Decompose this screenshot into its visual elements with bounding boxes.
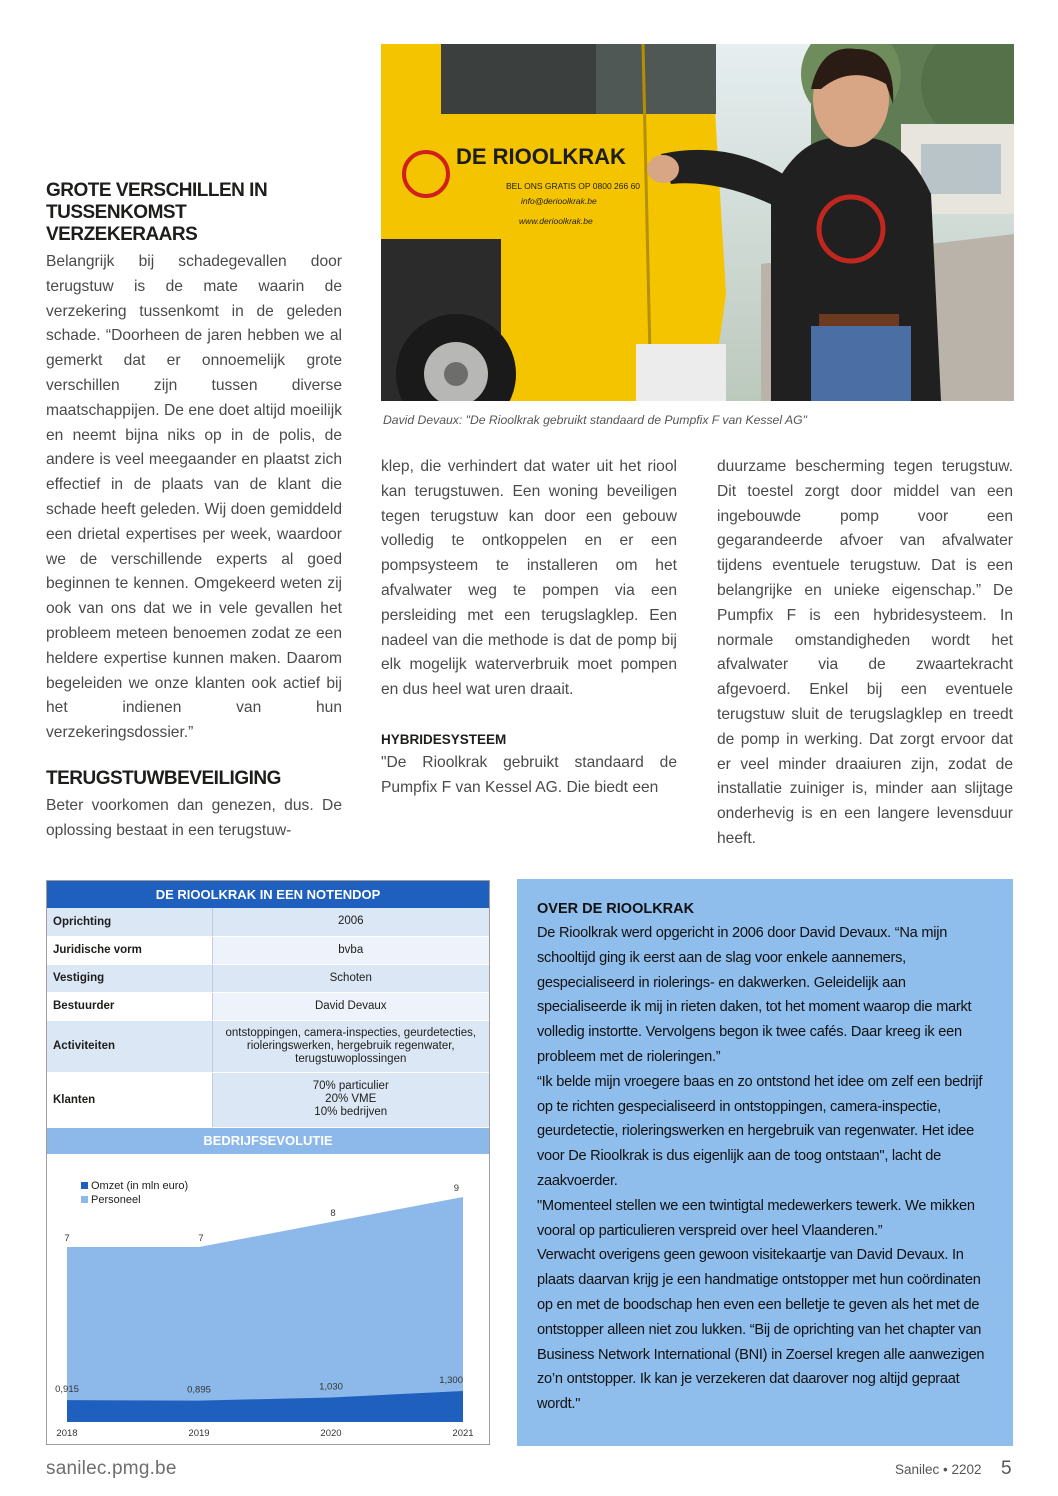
value-line: terugstuwoplossingen <box>295 1052 407 1065</box>
x-tick-label: 2020 <box>320 1428 342 1439</box>
about-paragraph: De Rioolkrak werd opgericht in 2006 door David Devaux. “Na mijn schooltijd ging ik eerst aan de slag voor enkele aannemers, gespecialiseerd in riolerings- en dakwerken. Geleidelijk aan specialiseerde ik mij in rieten daken, tot het moment waarop die markt volledig instortte. Vervolgens begon ik twee cafés. Daar kreeg ik een probleem met de rioleringen.” <box>537 925 972 1065</box>
footer-url[interactable]: sanilec.pmg.be <box>46 1458 177 1479</box>
data-label-personeel: 7 <box>198 1233 204 1244</box>
x-tick-label: 2018 <box>56 1428 78 1439</box>
row-label: Activiteiten <box>47 1020 212 1072</box>
truck-lettering: DE RIOOLKRAK <box>456 144 626 169</box>
about-box <box>517 879 1013 1446</box>
row-value <box>212 1072 489 1127</box>
factsheet-card <box>46 880 490 1445</box>
section-heading-backflow: TERUGSTUWBEVEILIGING <box>46 767 281 789</box>
truck-phone: BEL ONS GRATIS OP 0800 266 60 <box>506 181 641 191</box>
table-row <box>47 992 489 1020</box>
evolution-title: BEDRIJFSEVOLUTIE <box>47 1128 489 1154</box>
data-label-omzet: 1,300 <box>439 1375 463 1386</box>
value-line: 20% VME <box>325 1093 377 1105</box>
table-row <box>47 1072 489 1127</box>
series-area-personeel <box>67 1197 463 1422</box>
photo-illustration <box>381 44 1014 401</box>
row-value <box>212 1020 489 1072</box>
legend-label-personeel: Personeel <box>91 1194 141 1206</box>
row-value: 2006 <box>212 908 489 936</box>
subheading-hybrid: HYBRIDESYSTEEM <box>381 731 507 747</box>
row-label: Bestuurder <box>47 992 212 1020</box>
section-heading-insurers <box>46 180 342 246</box>
about-paragraph: “Ik belde mijn vroegere baas en zo ontstond het idee om zelf een bedrijf op te richten gespecialiseerd in ontstoppingen, camera-inspectie, geurdetectie, rioleringswerken en hergebruik van regenwater. Het idee voor De Rioolkrak is dus eigenlijk aan de toog ontstaan", lacht de zaakvoerder. <box>537 1073 983 1189</box>
value-line: 70% particulier <box>312 1080 389 1092</box>
x-tick-label: 2019 <box>188 1428 210 1439</box>
heading-line-2: TUSSENKOMST VERZEKERAARS <box>46 202 198 245</box>
paragraph-hybrid: duurzame bescherming tegen terugstuw. Dit toestel zorgt door middel van een ingebouwde pomp voor een gegarandeerde afvoer van afvalwater tijdens eventuele terugstuw. Dat is een belangrijke en unieke eigenschap.” De Pumpfix F is een hybridesysteem. In normale omstandigheden wordt het afvalwater via de zwaartekracht afgevoerd. Enkel bij een eventuele terugstuw sluit de terugslagklep en treedt de pomp in werking. Dat zorgt ervoor dat er veel minder draaiuren zijn, zodat de installatie zuiniger is, minder aan slijtage onderhevig is en een langere levensduur heeft. <box>717 458 1013 847</box>
table-row <box>47 964 489 992</box>
data-label-omzet: 0,915 <box>55 1384 79 1396</box>
factsheet-table <box>47 908 489 1128</box>
table-row <box>47 1020 489 1072</box>
row-label: Oprichting <box>47 908 212 936</box>
photo-truck-owner <box>381 44 1014 401</box>
truck-web: www.derioolkrak.be <box>519 216 593 226</box>
value-line: ontstoppingen, camera-inspecties, geurdetecties, <box>225 1026 477 1039</box>
photo-caption: David Devaux: "De Rioolkrak gebruikt standaard de Pumpfix F van Kessel AG" <box>383 413 807 427</box>
heading-line-1: GROTE VERSCHILLEN IN <box>46 180 268 201</box>
row-value: Schoten <box>212 964 489 992</box>
table-row <box>47 908 489 936</box>
data-label-omzet: 0,895 <box>187 1384 211 1396</box>
value-line: 10% bedrijven <box>314 1106 388 1118</box>
factsheet-title: DE RIOOLKRAK IN EEN NOTENDOP <box>47 881 489 908</box>
table-row <box>47 936 489 964</box>
row-label: Vestiging <box>47 964 212 992</box>
value-line: rioleringswerken, hergebruik regenwater, <box>246 1039 455 1052</box>
legend-swatch-omzet <box>81 1182 88 1189</box>
column-3 <box>717 455 1013 852</box>
data-label-omzet: 1,030 <box>319 1381 343 1393</box>
column-2 <box>381 455 677 801</box>
data-label-personeel: 9 <box>453 1183 459 1194</box>
page-number: 5 <box>1001 1458 1012 1479</box>
evolution-chart <box>47 1162 489 1444</box>
data-label-personeel: 7 <box>64 1233 70 1244</box>
paragraph-backflow: Beter voorkomen dan genezen, dus. De oplossing bestaat in een terugstuw- <box>46 796 342 839</box>
row-label: Juridische vorm <box>47 936 212 964</box>
data-label-personeel: 8 <box>330 1208 336 1219</box>
footer-magazine: Sanilec • 2202 <box>895 1462 982 1477</box>
column-1 <box>46 180 342 844</box>
paragraph-valve: klep, die verhindert dat water uit het riool kan terugstuwen. Een woning beveiligen tegen terugstuw kan door een gebouw volledig te ontkoppelen en er een pompsysteem te installeren om het afvalwater weg te pompen via een persleiding met een terugslagklep. Een nadeel van die methode is dat de pomp bij elk mogelijk waterverbruik moet pompen en dus heel wat uren draait. <box>381 458 677 699</box>
about-paragraph: "Momenteel stellen we een twintigtal medewerkers tewerk. We mikken vooral op particulieren verspreid over heel Vlaanderen.” <box>537 1197 975 1239</box>
row-value: bvba <box>212 936 489 964</box>
paragraph-insurers: Belangrijk bij schadegevallen door terugstuw is de mate waarin de verzekering tussenkomt in de geleden schade. “Doorheen de jaren hebben we al gemerkt dat er onnoemelijk grote verschillen zijn tussen diverse maatschappijen. De ene doet altijd moeilijk en neemt bijna niks op in de polis, de andere is veel meegaander en plaatst zich effectief in de plaats van de klant die schade heeft geleden. Wij doen gemiddeld een drietal expertises per week, waardoor we de verschillende experts al goed beginnen te kennen. Omgekeerd weten zij ook van ons dat we in vele gevallen het probleem meteen benoemen zodat ze een heldere expertise kunnen maken. Daarom begeleiden we onze klanten ook actief bij het indienen van hun verzekeringsdossier.” <box>46 253 342 742</box>
x-tick-label: 2021 <box>452 1428 474 1439</box>
about-paragraph: Verwacht overigens geen gewoon visitekaartje van David Devaux. In plaats daarvan krijg je een handmatige ontstopper met hun coördinaten op en met de boodschap hen even een belletje te geven als het met de ontstopper alleen niet zou lukken. “Bij de oprichting van het chapter van Business Network International (BNI) in Zoersel kregen alle aanwezigen zo’n ontstopper. Ik kan je verzekeren dat daarover nog altijd gepraat wordt." <box>537 1247 985 1413</box>
truck-email: info@derioolkrak.be <box>521 196 597 206</box>
legend-swatch-personeel <box>81 1196 88 1203</box>
legend-label-omzet: Omzet (in mln euro) <box>91 1180 189 1192</box>
about-title: OVER DE RIOOLKRAK <box>537 901 695 917</box>
row-value: David Devaux <box>212 992 489 1020</box>
paragraph-pumpfix: "De Rioolkrak gebruikt standaard de Pumpfix F van Kessel AG. Die biedt een <box>381 753 677 796</box>
row-label: Klanten <box>47 1072 212 1127</box>
